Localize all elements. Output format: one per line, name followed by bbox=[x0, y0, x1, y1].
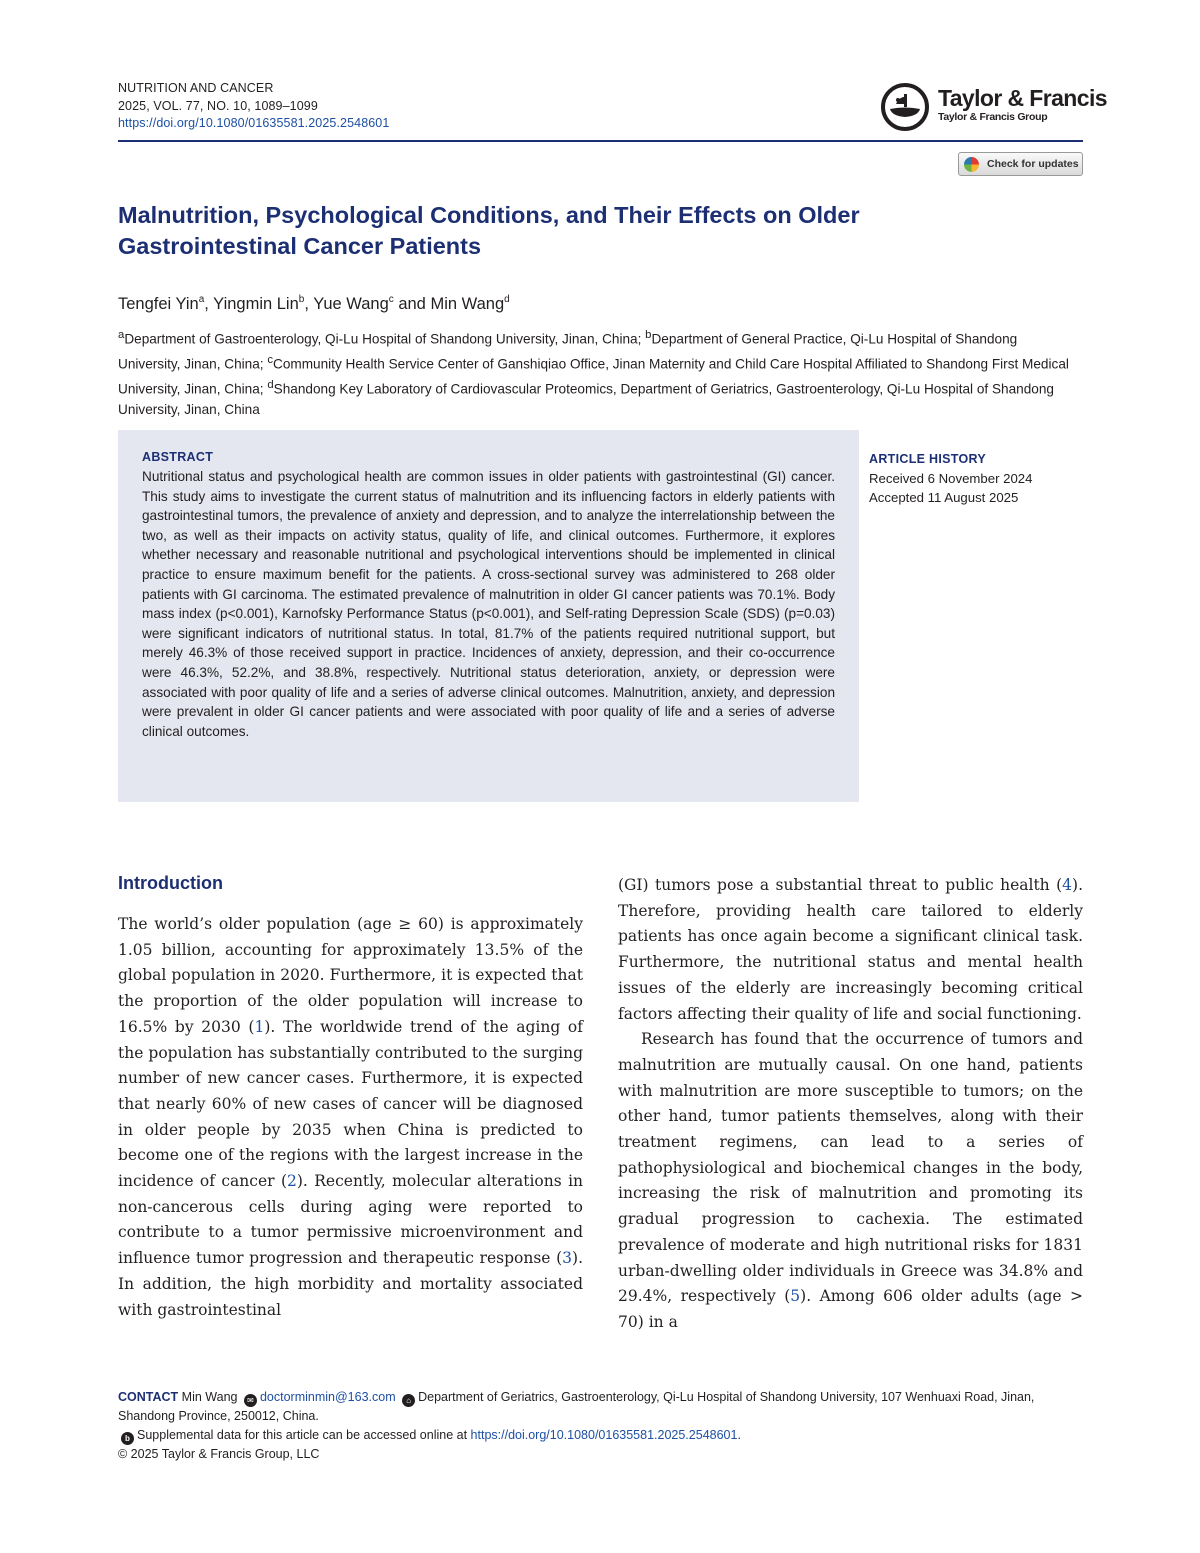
author-sup: c bbox=[388, 294, 394, 305]
text-run: ). Therefore, providing health care tailored to elderly patients has once again become a significant clinical task. Furthermore, the nutritional status and mental health issues of the elderly are increasingly becoming critical factors affecting their quality of life and social functioning. bbox=[618, 876, 1083, 1023]
footnote bbox=[118, 1388, 1083, 1464]
accepted-date: Accepted 11 August 2025 bbox=[869, 490, 1019, 505]
supplemental-link[interactable]: https://doi.org/10.1080/01635581.2025.2548601 bbox=[470, 1428, 738, 1442]
paragraph bbox=[618, 873, 1083, 1027]
affiliation-sup: c bbox=[267, 354, 274, 367]
body-column-right bbox=[618, 873, 1083, 1336]
affiliation-sup: d bbox=[267, 379, 274, 392]
supplemental-text: Supplemental data for this article can be accessed online at bbox=[137, 1428, 471, 1442]
affiliations bbox=[118, 325, 1083, 421]
reference-link[interactable]: 2 bbox=[287, 1172, 297, 1191]
contact-label: CONTACT bbox=[118, 1390, 179, 1404]
author-separator: and bbox=[393, 295, 431, 313]
text-run: ). The worldwide trend of the aging of the population has substantially contributed to the surging number of new cancer cases. Furthermore, it is expected that nearly 60% of new cases of cancer will be diagnosed in older people by 2035 when China is predicted to become one of the regions with the largest increase in the incidence of cancer ( bbox=[118, 1017, 583, 1191]
author-list bbox=[118, 288, 510, 316]
article-history bbox=[869, 450, 1032, 507]
citation-line: 2025, VOL. 77, NO. 10, 1089–1099 bbox=[118, 98, 318, 113]
supplemental-line: b Supplemental data for this article can be accessed online at https://doi.org/10.1080/01635581.2025.2548601. bbox=[118, 1426, 1083, 1445]
paragraph bbox=[118, 912, 583, 1323]
received-date: Received 6 November 2024 bbox=[869, 471, 1033, 486]
publisher-group: Taylor & Francis Group bbox=[938, 111, 1048, 123]
affiliation-sup: b bbox=[645, 329, 652, 341]
supplemental-icon: b bbox=[121, 1432, 134, 1445]
text-run: ). In addition, the high morbidity and mortality associated with gastrointestinal bbox=[118, 1249, 583, 1319]
author-name[interactable]: Yingmin Lin bbox=[213, 295, 299, 313]
crossmark-icon bbox=[964, 157, 979, 172]
copyright: © 2025 Taylor & Francis Group, LLC bbox=[118, 1447, 320, 1461]
affiliation-item: Department of Gastroenterology, Qi-Lu Hospital of Shandong University, Jinan, China; bbox=[124, 331, 646, 347]
check-for-updates-label: Check for updates bbox=[987, 158, 1079, 170]
reference-link[interactable]: 3 bbox=[562, 1249, 573, 1268]
publisher-logo bbox=[880, 82, 1107, 132]
body-column-left bbox=[118, 912, 583, 1323]
author-separator: , bbox=[204, 295, 214, 313]
text-run: ). Recently, molecular alterations in non-cancerous cells during aging were reported to contribute to a tumor permissive microenvironment and influence tumor progression and therapeutic response ( bbox=[118, 1172, 584, 1268]
author-separator: , bbox=[304, 295, 314, 313]
affiliation-item: Community Health Service Center of Ganshiqiao Office, Jinan Maternity and Child Care Hospital Affiliated to Shandong First Medical University, Jinan, China; bbox=[118, 356, 1069, 397]
affiliation-sup: a bbox=[118, 329, 125, 341]
author-name[interactable]: Yue Wang bbox=[313, 295, 389, 313]
text-run: (GI) tumors pose a substantial threat to public health ( bbox=[618, 876, 1063, 894]
author-sup: a bbox=[198, 294, 205, 305]
journal-name: NUTRITION AND CANCER bbox=[118, 81, 274, 95]
author-sup: d bbox=[504, 294, 510, 305]
email-icon: ✉ bbox=[244, 1394, 257, 1407]
abstract-text: Nutritional status and psychological health are common issues in older patients with gastrointestinal (GI) cancer. This study aims to investigate the current status of malnutrition and its influencing factors in elderly patients with gastrointestinal tumors, the prevalence of anxiety and depression, and to analyze the interrelationship between the two, as well as their impacts on activity status, quality of life, and clinical outcomes. Furthermore, it explores whether necessary and reasonable nutritional and psychological interventions should be implemented in clinical practice to ensure maximum benefit for the patients. A cross-sectional survey was administered to 268 older patients with GI carcinoma. The estimated prevalence of malnutrition in older GI cancer patients was 70.1%. Body mass index (p<0.001), Karnofsky Performance Status (p<0.001), and Self-rating Depression Scale (SDS) (p=0.03) were significant indicators of nutritional status. In total, 81.7% of the patients required nutritional support, but merely 46.3% of those received support in practice. Incidences of anxiety, depression, and their co-occurrence were 46.3%, 52.2%, and 38.8%, respectively. Nutritional status deterioration, anxiety, or depression were associated with poor quality of life and a series of adverse clinical outcomes. Malnutrition, anxiety, and depression were prevalent in older GI cancer patients and were associated with poor quality of life and a series of adverse clinical outcomes. bbox=[142, 469, 835, 739]
abstract-box bbox=[118, 430, 859, 802]
text-run: The world’s older population (age ≥ 60) is approximately 1.05 billion, accounting for approximately 13.5% of the global population in 2020. Furthermore, it is expected that the proportion of the older population will increase to 16.5% by 2030 ( bbox=[118, 915, 583, 1036]
publisher-logo-icon bbox=[880, 82, 930, 132]
author-name[interactable]: Tengfei Yin bbox=[118, 295, 199, 313]
check-for-updates-button[interactable] bbox=[958, 152, 1083, 176]
contact-line bbox=[118, 1388, 1083, 1426]
affiliation-text bbox=[118, 325, 1083, 421]
contact-name: Min Wang bbox=[181, 1390, 238, 1404]
affiliation-item: Department of General Practice, Qi-Lu Hospital of Shandong University, Jinan, China; bbox=[118, 331, 1018, 372]
article-history-heading: ARTICLE HISTORY bbox=[869, 452, 987, 466]
author-sup: b bbox=[298, 294, 305, 305]
doi-link[interactable]: https://doi.org/10.1080/01635581.2025.2548601 bbox=[118, 116, 390, 130]
contact-address: Department of Geriatrics, Gastroenterology, Qi-Lu Hospital of Shandong University, 107 Wenhuaxi Road, Jinan, Shandong Province, 250012, China. bbox=[118, 1390, 1035, 1423]
paragraph bbox=[618, 1027, 1083, 1335]
running-header bbox=[118, 80, 389, 133]
reference-link[interactable]: 1 bbox=[254, 1017, 265, 1036]
text-run: Research has found that the occurrence of tumors and malnutrition are mutually causal. On one hand, patients with malnutrition are more susceptible to tumors; on the other hand, tumor patients themselves, along with their treatment regimens, can lead to a series of pathophysiological and biochemical changes in the body, increasing the risk of malnutrition and promoting its gradual progression to cachexia. The estimated prevalence of moderate and high nutritional risks for 1831 urban-dwelling older individuals in Greece was 34.8% and 29.4%, respectively ( bbox=[618, 1030, 1083, 1306]
reference-link[interactable]: 4 bbox=[1062, 876, 1073, 894]
email-link[interactable]: doctorminmin@163.com bbox=[259, 1390, 396, 1404]
reference-link[interactable]: 5 bbox=[790, 1287, 801, 1306]
article-title: Malnutrition, Psychological Conditions, and Their Effects on Older Gastrointestinal Cancer Patients bbox=[118, 202, 860, 259]
author-name[interactable]: Min Wang bbox=[430, 295, 505, 313]
address-icon: ⌂ bbox=[402, 1394, 415, 1407]
introduction-heading: Introduction bbox=[118, 873, 223, 893]
publisher-name: Taylor & Francis bbox=[938, 85, 1107, 111]
text-run: ). Among 606 older adults (age > 70) in a bbox=[618, 1287, 1083, 1331]
header-rule bbox=[118, 140, 1083, 142]
affiliation-item: Shandong Key Laboratory of Cardiovascular Proteomics, Department of Geriatrics, Gastroenterology, Qi-Lu Hospital of Shandong University, Jinan, China bbox=[118, 381, 1054, 418]
abstract-heading: ABSTRACT bbox=[142, 450, 214, 464]
